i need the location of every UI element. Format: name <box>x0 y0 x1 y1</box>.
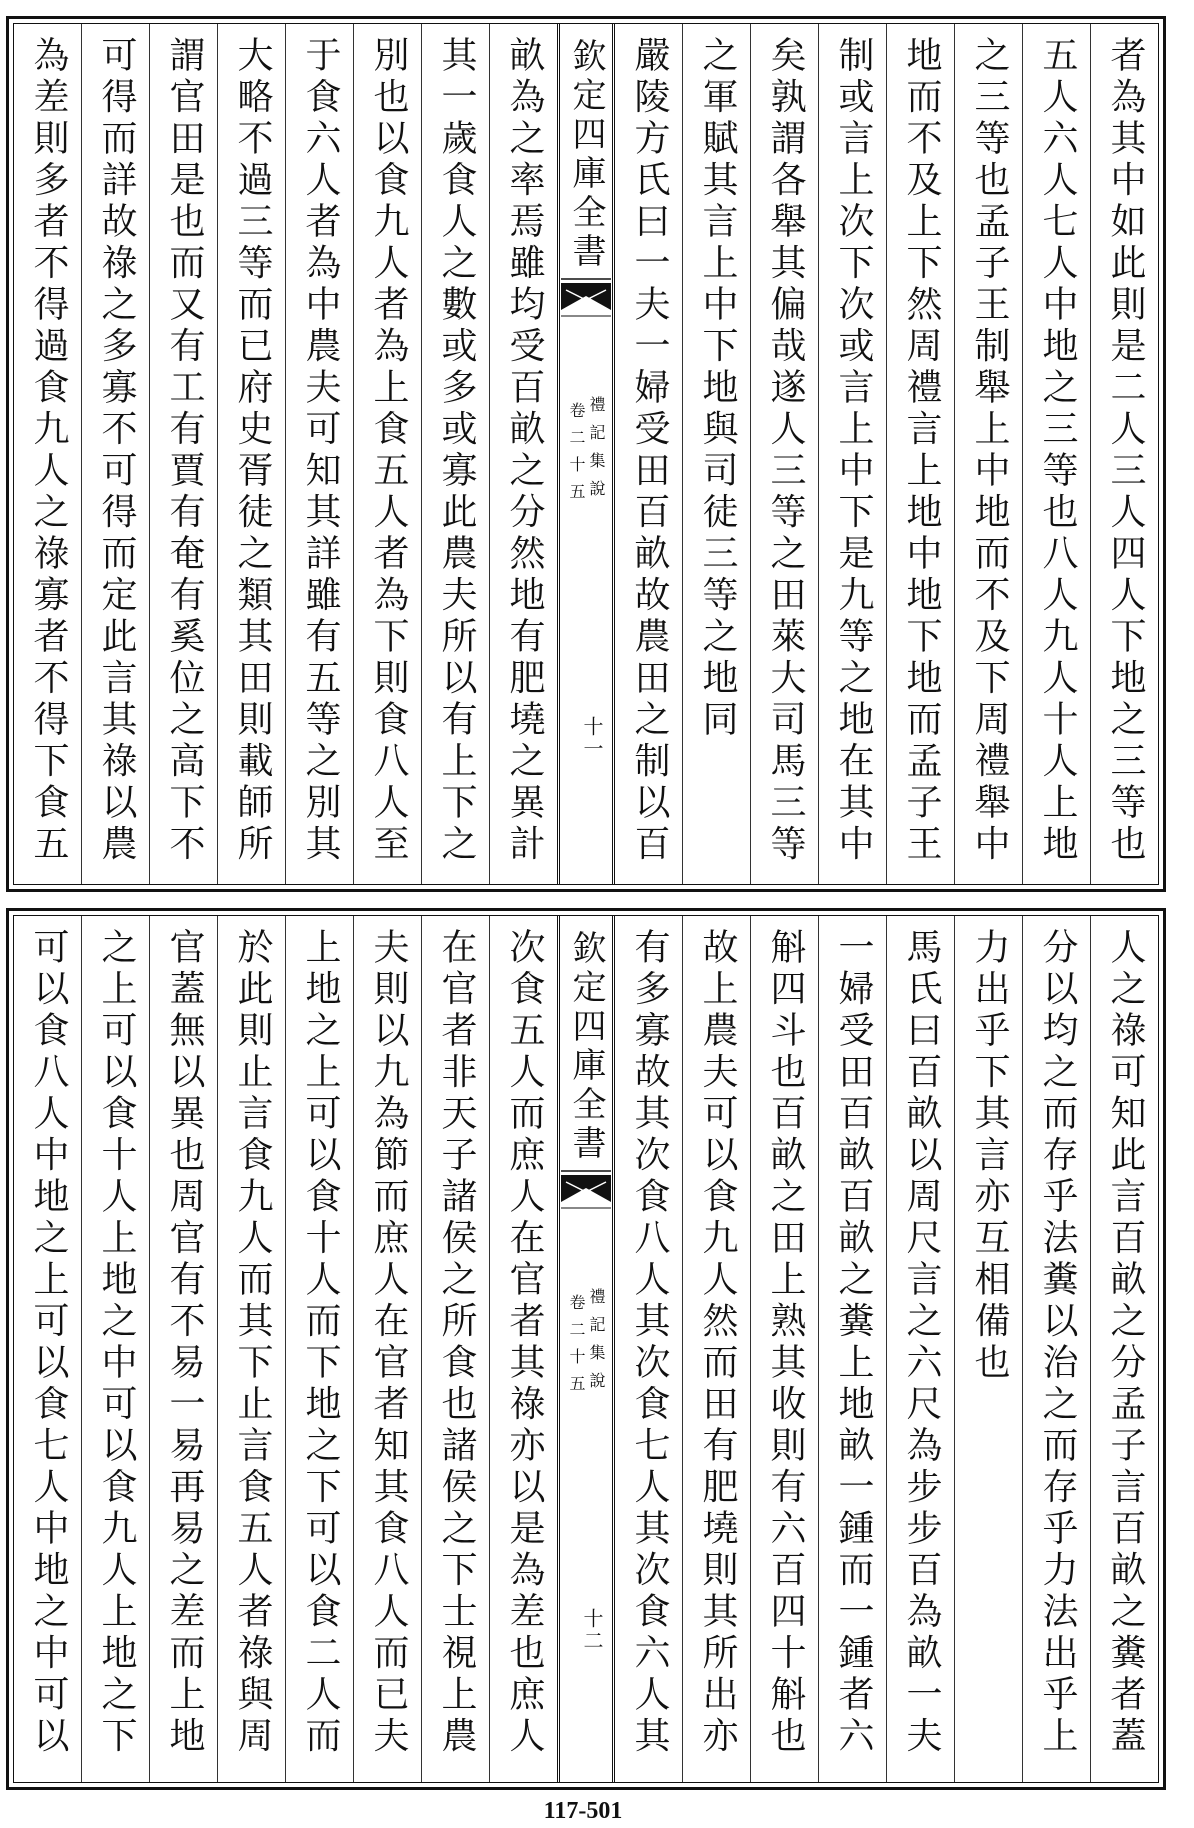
text-column: 之上可以食十人上地之中可以食九人上地之下 <box>81 916 149 1782</box>
text-column: 夫則以九為節而庶人在官者知其食八人而已夫 <box>353 916 421 1782</box>
text-column: 馬氏曰百畝以周尺言之六尺為步步百為畝一夫 <box>886 916 954 1782</box>
volume-label: 卷二十五 <box>567 402 586 510</box>
center-fold-column <box>557 916 615 1782</box>
text-column: 力出乎下其言亦互相備也 <box>954 916 1022 1782</box>
page-panel-top <box>6 16 1166 892</box>
text-column: 地而不及上下然周禮言上地中地下地而孟子王 <box>886 24 954 884</box>
text-column: 矣孰謂各舉其偏哉遂人三等之田萊大司馬三等 <box>750 24 818 884</box>
text-column: 於此則止言食九人而其下止言食五人者祿與周 <box>217 916 285 1782</box>
fishtail-ornament-icon <box>561 1170 611 1210</box>
text-column: 次食五人而庶人在官者其祿亦以是為差也庶人 <box>489 916 557 1782</box>
text-column: 故上農夫可以食九人然而田有肥墝則其所出亦 <box>682 916 750 1782</box>
center-fold-column <box>557 24 615 884</box>
text-column: 上地之上可以食十人而下地之下可以食二人而 <box>285 916 353 1782</box>
text-column: 者為其中如此則是二人三人四人下地之三等也 <box>1090 24 1158 884</box>
page-panel-bottom <box>6 908 1166 1790</box>
collection-title: 欽定四庫全書 <box>566 38 606 272</box>
text-column: 官蓋無以異也周官有不易一易再易之差而上地 <box>149 916 217 1782</box>
text-column: 制或言上次下次或言上中下是九等之地在其中 <box>818 24 886 884</box>
volume-label: 卷二十五 <box>567 1294 586 1402</box>
text-column: 嚴陵方氏曰一夫一婦受田百畝故農田之制以百 <box>629 36 670 866</box>
text-column: 分以均之而存乎法糞以治之而存乎力法出乎上 <box>1022 916 1090 1782</box>
text-column: 之軍賦其言上中下地與司徒三等之地同 <box>682 24 750 884</box>
text-column: 可以食八人中地之上可以食七人中地之中可以 <box>28 928 69 1758</box>
text-column: 在官者非天子諸侯之所食也諸侯之下士視上農 <box>421 916 489 1782</box>
fishtail-ornament-icon <box>561 278 611 318</box>
text-column: 之三等也孟子王制舉上中地而不及下周禮舉中 <box>954 24 1022 884</box>
text-column: 大略不過三等而已府史胥徒之類其田則載師所 <box>217 24 285 884</box>
text-column: 有多寡故其次食八人其次食七人其次食六人其 <box>629 928 670 1758</box>
text-column: 其一歲食人之數或多或寡此農夫所以有上下之 <box>421 24 489 884</box>
text-column: 可得而詳故祿之多寡不可得而定此言其祿以農 <box>81 24 149 884</box>
text-column: 別也以食九人者為上食五人者為下則食八人至 <box>353 24 421 884</box>
collection-title: 欽定四庫全書 <box>566 930 606 1164</box>
page-number: 十二 <box>580 1608 604 1652</box>
text-column: 五人六人七人中地之三等也八人九人十人上地 <box>1022 24 1090 884</box>
text-column: 一婦受田百畝百畝之糞上地畝一鍾而一鍾者六 <box>818 916 886 1782</box>
text-column: 人之祿可知此言百畝之分孟子言百畝之糞者蓋 <box>1090 916 1158 1782</box>
text-column: 為差則多者不得過食九人之祿寡者不得下食五 <box>28 36 69 866</box>
panel-frame <box>13 23 1159 885</box>
panel-frame <box>13 915 1159 1783</box>
text-column: 斛四斗也百畝之田上熟其收則有六百四十斛也 <box>750 916 818 1782</box>
text-column: 于食六人者為中農夫可知其詳雖有五等之別其 <box>285 24 353 884</box>
text-column: 畝為之率焉雖均受百畝之分然地有肥墝之異計 <box>489 24 557 884</box>
text-column: 謂官田是也而又有工有賈有奄有奚位之高下不 <box>149 24 217 884</box>
page-number: 十一 <box>580 716 604 760</box>
book-title: 禮記集說 <box>587 396 606 508</box>
scan-page-number: 117-501 <box>543 1798 623 1824</box>
book-title: 禮記集說 <box>587 1288 606 1400</box>
